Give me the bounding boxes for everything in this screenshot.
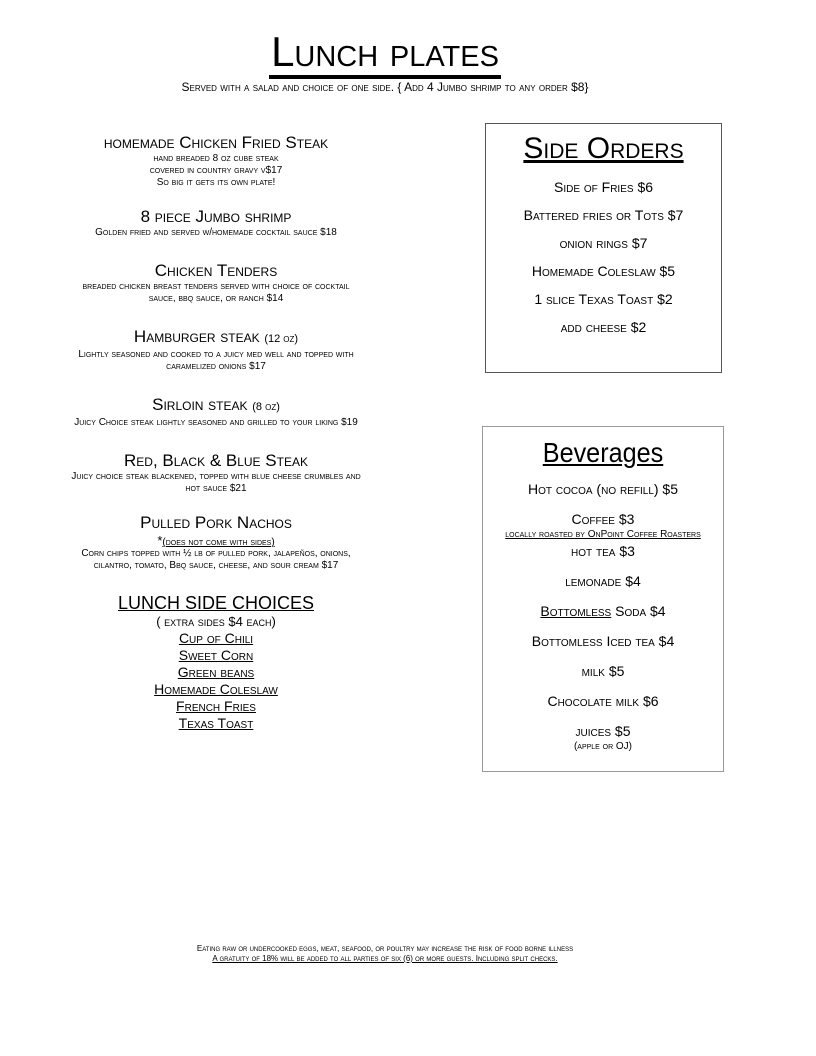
side-order-item: Battered fries or Tots $7	[523, 207, 684, 223]
plate-red-black-blue-steak	[70, 451, 362, 495]
plate-size-note: (12 oz)	[264, 333, 299, 345]
beverage-iced-tea: Bottomless Iced tea $4	[531, 633, 675, 649]
soda-text: Soda $4	[611, 603, 666, 619]
no-sides-note: (does not come with sides)	[162, 537, 275, 548]
side-choice-item: Sweet Corn	[178, 647, 254, 663]
beverage-hot-tea: hot tea $3	[571, 543, 635, 559]
side-orders-title	[486, 131, 721, 167]
bottomless-label: Bottomless	[540, 603, 612, 619]
page-title	[0, 28, 770, 76]
side-order-item: add cheese $2	[560, 319, 647, 335]
page-title-text: Lunch plates	[269, 28, 501, 79]
plate-desc: Lightly seasoned and cooked to a juicy med well and topped with caramelized onions $17	[78, 349, 354, 372]
gratuity-notice: A gratuity of 18% will be added to all parties of six (6) or more guests. Including split checks.	[212, 954, 558, 963]
plate-jumbo-shrimp	[70, 207, 362, 239]
food-safety-notice: Eating raw or undercooked eggs, meat, seafood, or poultry may increase the risk of food borne illness	[196, 944, 574, 953]
side-choice-item: Cup of Chili	[178, 630, 254, 646]
plate-name-text: Sirloin steak	[152, 395, 248, 414]
plate-name	[70, 395, 362, 417]
beverage-hot-cocoa: Hot cocoa (no refill) $5	[527, 481, 679, 497]
side-order-item: 1 slice Texas Toast $2	[534, 291, 673, 307]
side-orders-box	[485, 123, 722, 373]
side-order-item: onion rings $7	[559, 235, 648, 251]
beverage-milk: milk $5	[581, 663, 625, 679]
plate-desc: covered in country gravy v$17	[149, 165, 283, 176]
beverage-juices: juices $5	[575, 723, 631, 739]
lunch-side-choices	[70, 592, 362, 732]
plate-desc: Corn chips topped with ½ lb of pulled pork, jalapeños, onions, cilantro, tomato, Bbq sauce, cheese, and sour cream $17	[81, 548, 351, 571]
plate-name: homemade Chicken Fried Steak	[103, 133, 329, 152]
plate-desc: hand breaded 8 oz cube steak	[153, 153, 279, 164]
beverage-coffee: Coffee $3	[571, 511, 635, 527]
side-order-item: Side of Fries $6	[553, 179, 654, 195]
side-order-item: Homemade Coleslaw $5	[531, 263, 676, 279]
asterisk: *	[157, 533, 163, 548]
lunch-sides-heading: LUNCH SIDE CHOICES	[117, 593, 315, 613]
side-choice-item: French Fries	[176, 698, 256, 714]
plate-chicken-tenders	[70, 261, 362, 305]
plate-size-note: (8 oz)	[252, 401, 280, 413]
plate-sirloin-steak	[70, 395, 362, 429]
beverage-lemonade: lemonade $4	[565, 573, 641, 589]
side-choice-item: Homemade Coleslaw	[154, 681, 278, 697]
coffee-roaster-note: locally roasted by OnPoint Coffee Roasters	[505, 529, 701, 540]
side-choice-item: Green beans	[177, 664, 255, 680]
plate-chicken-fried-steak	[70, 133, 362, 189]
beverages-title	[495, 437, 711, 469]
plate-name: 8 piece Jumbo shrimp	[140, 207, 292, 226]
beverages-box	[482, 426, 724, 772]
nachos-note	[70, 533, 362, 548]
side-orders-title-text: Side Orders	[523, 132, 684, 165]
plate-desc: Golden fried and served w/homemade cocktail sauce $18	[95, 227, 337, 238]
plates-column	[70, 133, 362, 732]
plate-name: Red, Black & Blue Steak	[124, 451, 308, 470]
plate-name	[70, 327, 362, 349]
plate-pulled-pork-nachos	[70, 513, 362, 572]
plate-name: Chicken Tenders	[154, 261, 278, 280]
side-choice-item: Texas Toast	[178, 715, 254, 731]
plate-name-text: Hamburger steak	[133, 327, 260, 346]
plate-desc: So big it gets its own plate!	[156, 177, 276, 188]
footer	[0, 944, 770, 964]
plate-desc: Juicy Choice steak lightly seasoned and grilled to your liking $19	[74, 417, 358, 428]
plate-desc: Juicy choice steak blackened, topped with blue cheese crumbles and hot sauce $21	[71, 471, 361, 494]
plate-name: Pulled Pork Nachos	[140, 513, 292, 532]
page-subtitle: Served with a salad and choice of one side. { Add 4 Jumbo shrimp to any order $8}	[181, 80, 589, 94]
plate-hamburger-steak	[70, 327, 362, 373]
lunch-sides-extra-note: ( extra sides $4 each)	[156, 614, 276, 629]
beverages-title-text: Beverages	[542, 437, 664, 468]
side-orders-list	[486, 179, 721, 335]
plate-desc: breaded chicken breast tenders served with choice of cocktail sauce, bbq sauce, or ranch $14	[82, 281, 350, 304]
juices-note: (apple or OJ)	[573, 741, 633, 752]
beverage-soda	[483, 603, 723, 619]
beverage-chocolate-milk: Chocolate milk $6	[547, 693, 659, 709]
